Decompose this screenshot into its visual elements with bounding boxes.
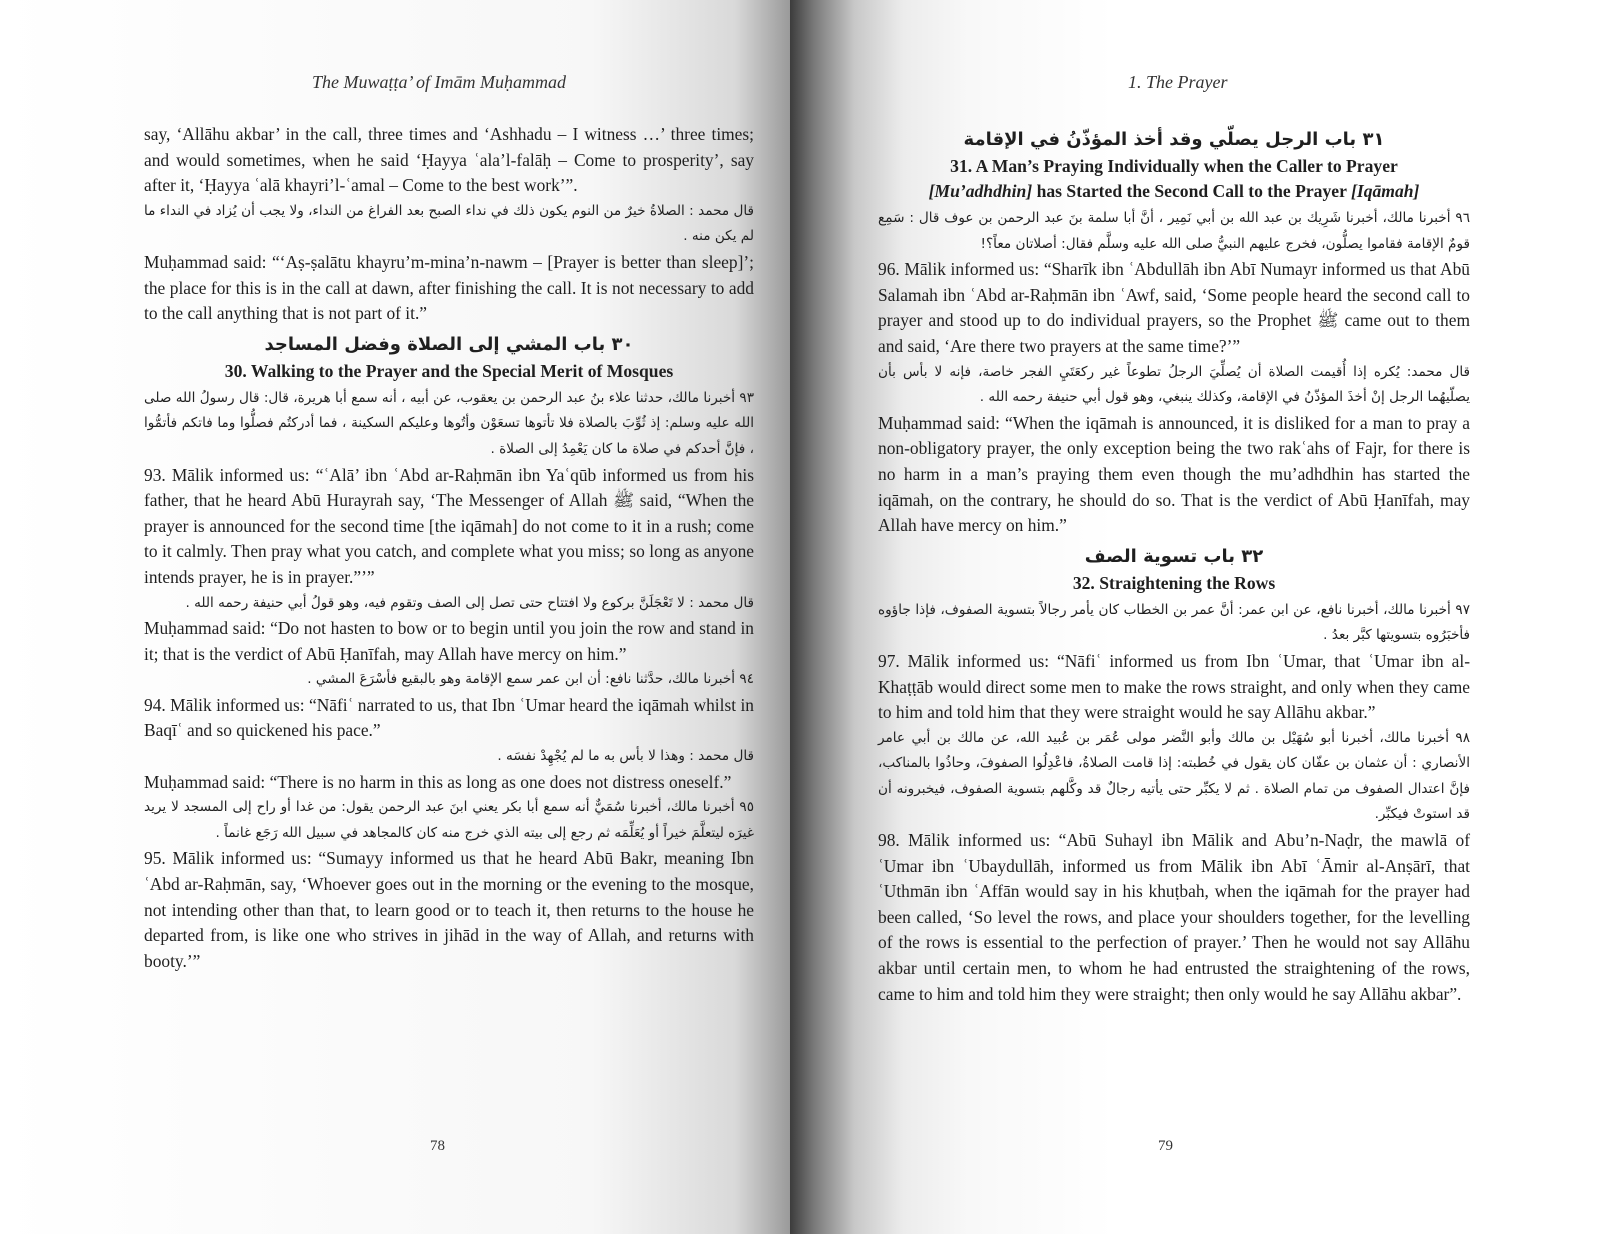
comment-96: Muḥammad said: “When the iqāmah is announced, it is disliked for a man to pray a non-obligatory prayer, the only exception being the two rakʿahs of Fajr, for there is no harm in a man’s praying them even though the mu’adhdhin has started the iqāmah, on the contrary, he should do so. That is the verdict of Abū Ḥanīfah, may Allah have mercy on him.”	[878, 412, 1470, 536]
chapter-31-title-middle: has Started the Second Call to the Prayer	[1032, 181, 1351, 201]
chapter-30-title: 30. Walking to the Prayer and the Special Merit of Mosques	[224, 360, 674, 381]
hadith-93: 93. Mālik informed us: “ʿAlā’ ibn ʿAbd ar-Raḥmān ibn Yaʿqūb informed us from his father, that he heard Abū Hurayrah say, ‘The Messenger of Allah ﷺ said, “When the prayer is announced for the second time [the iqāmah] do not come to it in a rush; come to it calmly. Then pray what you catch, and complete what you miss; so long as anyone intends prayer, he is in prayer.”’”	[144, 464, 754, 587]
arabic-hadith-94: ٩٤ أخبرنا مالك، حدَّثنا نافع: أن ابن عمر سمع الإقامة وهو بالبقيع فأسْرَعَ المشي .	[307, 671, 754, 688]
chapter-31-title-muadhdhin: [Mu’adhdhin]	[928, 181, 1033, 201]
left-page	[0, 0, 790, 1234]
left-text-column	[144, 122, 754, 974]
arabic-comment-1: قال محمد : الصلاةُ خيرٌ من النوم يكون ذلك في نداء الصبح بعد الفراغ من النداء، ولا يجب أن يُزاد في النداء ما لم يكن منه .	[144, 202, 754, 245]
left-page-number: 78	[430, 1138, 445, 1154]
comment-94: Muḥammad said: “There is no harm in this as long as one does not distress oneself.”	[144, 771, 732, 792]
chapter-31-title-line1: 31. A Man’s Praying Individually when the Caller to Prayer	[950, 156, 1398, 176]
arabic-comment-96: قال محمد: يُكره إذا أُقيمت الصلاة أن يُصلِّيَ الرجلُ تطوعاً غير ركعَتَيِ الفجر خاصة، فإنه لا بأس بأن يصلّيهُما الرجل إنْ أخذَ المؤذّنُ في الإقامة، وكذلك ينبغي، وهو قول أبي حنيفة رحمه الله .	[878, 363, 1470, 406]
right-running-head: 1. The Prayer	[1128, 72, 1228, 92]
chapter-30-arabic-title: ٣٠ باب المشي إلى الصلاة وفضل المساجد	[264, 333, 634, 355]
chapter-31-title-iqamah: [Iqāmah]	[1350, 181, 1420, 201]
right-page	[790, 0, 1600, 1234]
hadith-97: 97. Mālik informed us: “Nāfiʿ informed us from Ibn ʿUmar, that ʿUmar ibn al-Khaṭṭāb would direct some men to make the rows straight, and only when they came to him and told him that they were straight would he say Allāhu akbar.”	[878, 650, 1470, 723]
hadith-96: 96. Mālik informed us: “Sharīk ibn ʿAbdullāh ibn Abī Numayr informed us that Abū Salamah ibn ʿAbd ar-Raḥmān ibn ʿAwf, said, ‘Some people heard the second call to prayer and stood up to do individual prayers, so the Prophet ﷺ came out to them and said, ‘Are there two prayers at the same time?’”	[878, 259, 1470, 356]
arabic-hadith-98: ٩٨ أخبرنا مالك، أخبرنا أبو سُهَيْل بن مالك وأبو النَّضر مولى عُمَر بن عُبيد الله، عن مالك بن أبي عامر الأنصاري : أن عثمان بن عفّان كان يقول في خُطبته: إذا قامت الصلاةُ، فاعْدِلُوا الصفوفَ، وحاذُوا بالمناكب، فإنَّ اعتدال الصفوف من تمام الصلاة . ثم لا يكبِّر حتى يأتيه رجالٌ قد وكَّلهم بتسوية الصفوف، فيخبرونه أن قد استوتْ فيكبِّر.	[878, 729, 1470, 823]
arabic-hadith-95: ٩٥ أخبرنا مالك، أخبرنا سُمَيٌّ أنه سمع أبا بكر يعني ابنَ عبد الرحمن يقول: من غدا أو راح إلى المسجد لا يريد غيرَه ليتعلَّمَ خيراً أو يُعَلِّمَه ثم رجع إلى بيته الذي خرج منه كان كالمجاهد في سبيل الله رَجَع غانماً .	[144, 799, 754, 841]
arabic-comment-93: قال محمد : لا تَعْجَلَنَّ بركوع ولا افتتاح حتى تصل إلى الصف وتقوم فيه، وهو قولُ أبي حنيفة رحمه الله .	[185, 594, 754, 611]
arabic-hadith-96: ٩٦ أخبرنا مالك، أخبرنا شَرِيك بن عبد الله بن أبي نَمِير ، أنَّ أبا سلمة بنَ عبد الرحمن بن عوف قال : سَمِع قومٌ الإقامة فقاموا يصلُّون، فخرج عليهم النبيُّ صلى الله عليه وسلَّم فقال: أصلاتان معاً؟!	[878, 210, 1470, 252]
comment-93: Muḥammad said: “Do not hasten to bow or to begin until you join the row and stand in it; that is the verdict of Abū Ḥanīfah, may Allah have mercy on him.”	[144, 618, 754, 664]
left-running-head: The Muwaṭṭa’ of Imām Muḥammad	[312, 72, 566, 92]
chapter-32-title: 32. Straightening the Rows	[1072, 572, 1276, 593]
arabic-hadith-93: ٩٣ أخبرنا مالك، حدثنا علاء بنُ عبد الرحمن بن يعقوب، عن أبيه ، أنه سمع أبا هريرة، قال: قال رسولُ الله صلى الله عليه وسلم: إذ ثُوِّبَ بالصلاة فلا تأتوها تسعَوْن وأتُوها وعليكم السكينة ، فما أدركتُم فصلُّوا وما فاتكم فأتمُّوا ، فإنَّ أحدكم في صلاة ما كان يَعْمِدُ إلى الصلاة .	[144, 389, 754, 457]
hadith-98: 98. Mālik informed us: “Abū Suhayl ibn Mālik and Abu’n-Naḍr, the mawlā of ʿUmar ibn ʿUbaydullāh, informed us from Mālik ibn Abī ʿĀmir al-Anṣārī, that ʿUthmān ibn ʿAffān would say in his khuṭbah, when the iqāmah for the prayer had been called, ‘So level the rows, and place your shoulders together, for the levelling of the rows is essential to the perfection of prayer.’ Then he would not say Allāhu akbar until certain men, to whom he had entrusted the straightening of the rows, came to him and told him they were straight; then only would he say Allāhu akbar”.	[878, 830, 1470, 1004]
hadith-94: 94. Mālik informed us: “Nāfiʿ narrated to us, that Ibn ʿUmar heard the iqāmah whilst in Baqīʿ and so quickened his pace.”	[144, 694, 754, 741]
chapter-31-arabic-title: ٣١ باب الرجل يصلّي وقد أخذ المؤذّنُ في الإقامة	[963, 129, 1385, 150]
arabic-hadith-97: ٩٧ أخبرنا مالك، أخبرنا نافع، عن ابن عمر: أنَّ عمر بن الخطاب كان يأمر رجالاً بتسوية الصفوف، فإذا جاؤوه فأخبَرُوه بتسويتها كبَّر بعدُ .	[878, 601, 1470, 644]
hadith-95: 95. Mālik informed us: “Sumayy informed us that he heard Abū Bakr, meaning Ibn ʿAbd ar-Raḥmān, say, ‘Whoever goes out in the morning or the evening to the mosque, not intending other than that, to learn good or to teach it, then returns to the house he departed from, is like one who strives in jihād in the way of Allah, and returns with booty.’”	[144, 848, 754, 971]
right-page-number: 79	[1158, 1138, 1173, 1154]
english-comment-1: Muḥammad said: “‘Aṣ-ṣalātu khayru’m-mina’n-nawm – [Prayer is better than sleep]’; the place for this is in the call at dawn, after finishing the call. It is not necessary to add to the call anything that is not part of it.”	[144, 251, 754, 324]
right-text-column	[878, 122, 1470, 1007]
chapter-31-title	[878, 154, 1470, 204]
arabic-comment-94: قال محمد : وهذا لا بأس به ما لم يُجْهِدْ نفسَه .	[497, 748, 754, 765]
chapter-32-arabic-title: ٣٢ باب تسوية الصف	[1084, 545, 1264, 567]
continued-paragraph: say, ‘Allāhu akbar’ in the call, three times and ‘Ashhadu – I witness …’ three times; and would sometimes, when he said ‘Ḥayya ʿala’l-falāḥ – Come to prosperity’, say after it, ‘Ḥayya ʿalā khayri’l-ʿamal – Come to the best work’”.	[144, 124, 754, 196]
